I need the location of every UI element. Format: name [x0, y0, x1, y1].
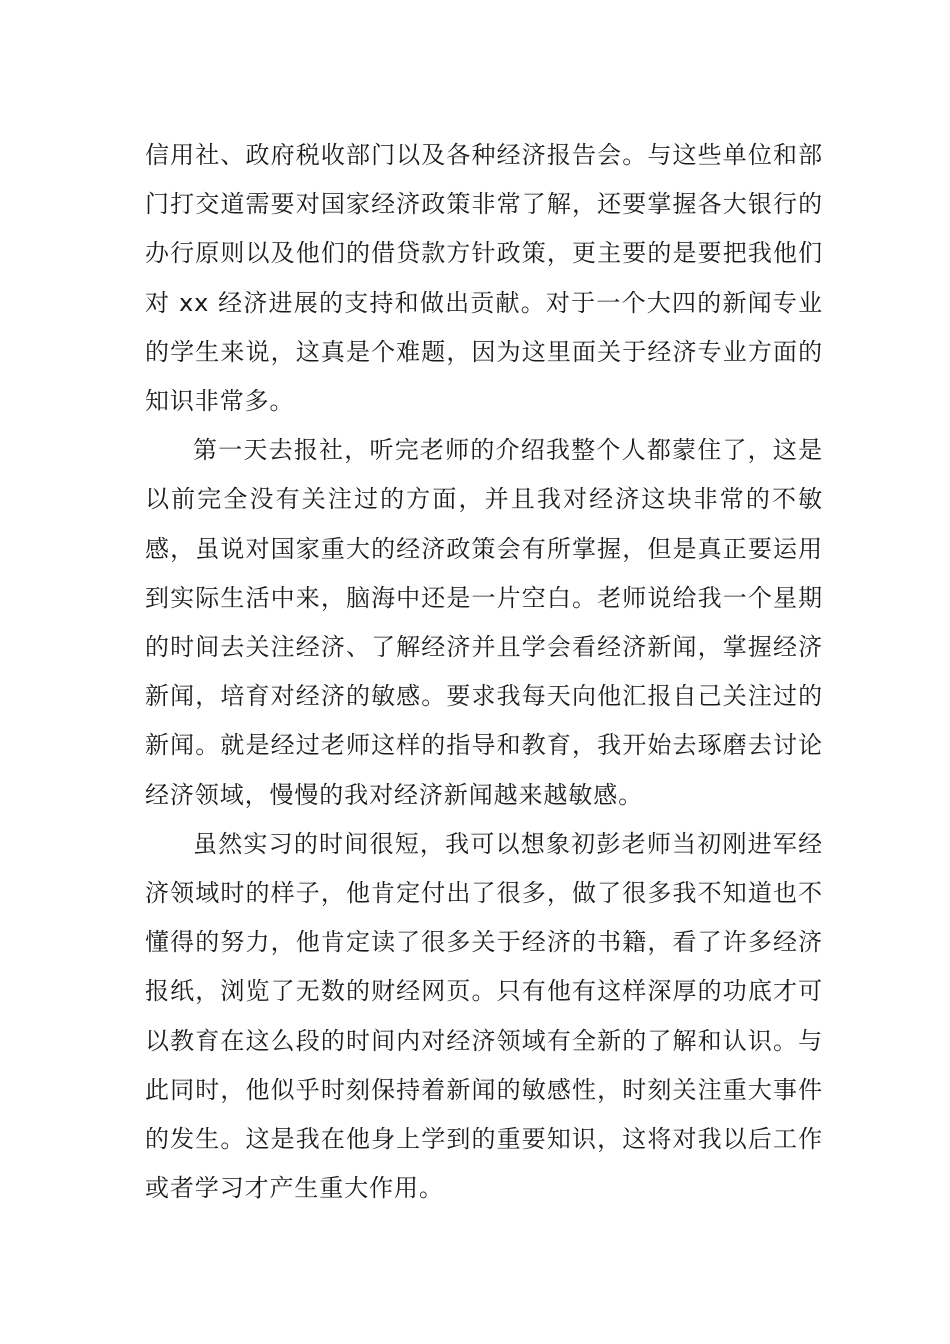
paragraph-3: 虽然实习的时间很短，我可以想象初彭老师当初刚进军经济领域时的样子，他肯定付出了很多，做了很多我不知道也不懂得的努力，他肯定读了很多关于经济的书籍，看了许多经济报纸，浏览了无数的财经网页。只有他有这样深厚的功底才可以教育在这么段的时间内对经济领域有全新的了解和认识。与此同时，他似乎时刻保持着新闻的敏感性，时刻关注重大事件的发生。这是我在他身上学到的重要知识，这将对我以后工作或者学习才产生重大作用。 — [145, 829, 823, 1203]
document-body — [145, 131, 823, 1213]
paragraph-2: 第一天去报社，听完老师的介绍我整个人都蒙住了，这是以前完全没有关注过的方面，并且我对经济这块非常的不敏感，虽说对国家重大的经济政策会有所掌握，但是真正要运用到实际生活中来，脑海中还是一片空白。老师说给我一个星期的时间去关注经济、了解经济并且学会看经济新闻，掌握经济新闻，培育对经济的敏感。要求我每天向他汇报自己关注过的新闻。就是经过老师这样的指导和教育，我开始去琢磨去讨论经济领域，慢慢的我对经济新闻越来越敏感。 — [145, 436, 823, 809]
paragraph-1: 信用社、政府税收部门以及各种经济报告会。与这些单位和部门打交道需要对国家经济政策非常了解，还要掌握各大银行的办行原则以及他们的借贷款方针政策，更主要的是要把我他们对 xx 经济进展的支持和做出贡献。对于一个大四的新闻专业的学生来说，这真是个难题，因为这里面关于经济专业方面的知识非常多。 — [145, 141, 823, 416]
